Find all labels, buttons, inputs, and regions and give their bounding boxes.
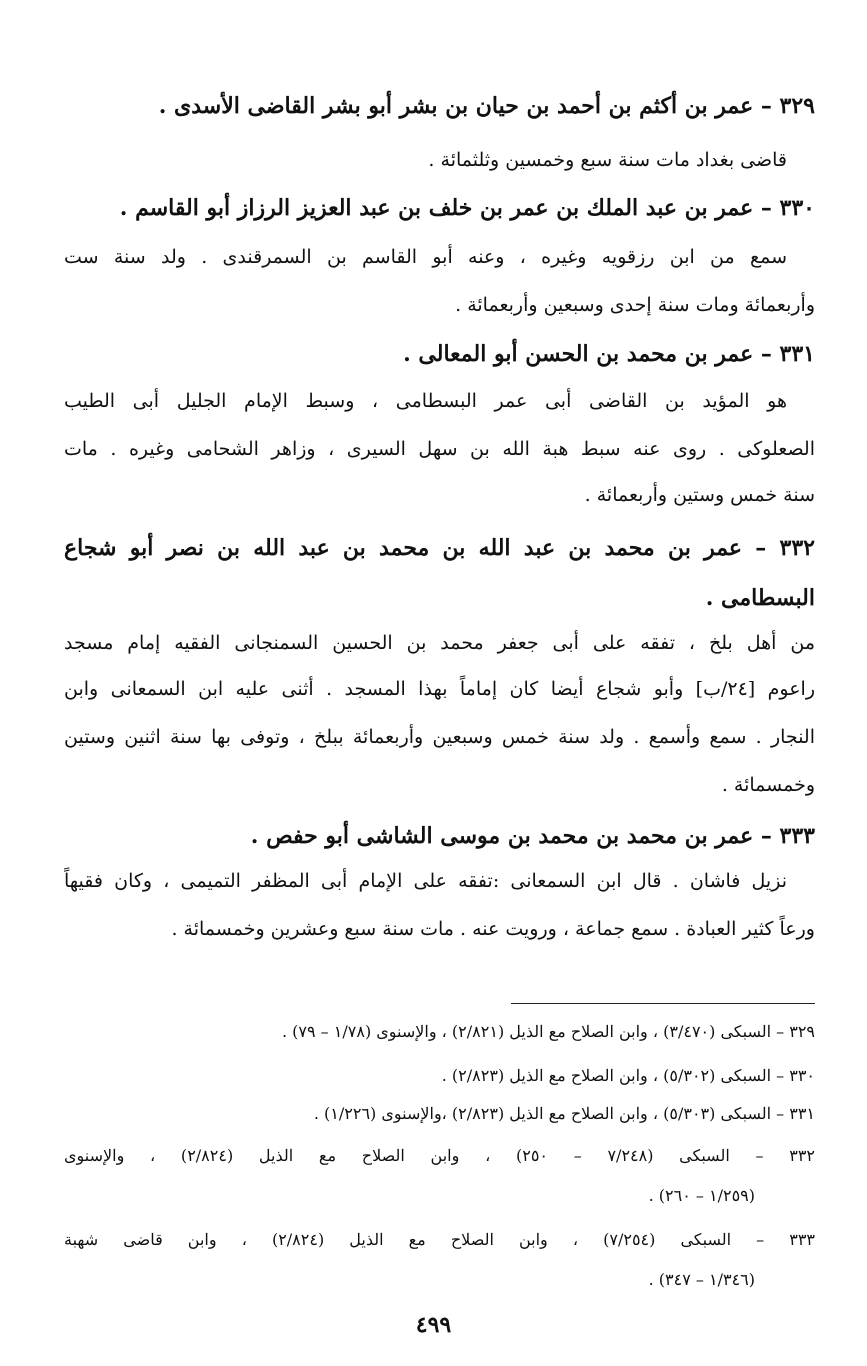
entry-331-body-line-3: سنة خمس وستين وأربعمائة . — [584, 484, 815, 506]
footnote-separator — [511, 1003, 815, 1004]
entry-333-heading: ٣٣٣ – عمر بن محمد بن محمد بن موسى الشاشى أبو حفص . — [250, 823, 815, 849]
entry-329-body-line-1: قاضى بغداد مات سنة سبع وخمسين وثلثمائة . — [428, 149, 787, 171]
footnote-330: ٣٣٠ – السبكى (٥/٣٠٢) ، وابن الصلاح مع الذيل (٢/٨٢٣) . — [441, 1066, 815, 1085]
footnote-331: ٣٣١ – السبكى (٥/٣٠٣) ، وابن الصلاح مع الذيل (٢/٨٢٣) ،والإسنوى (١/٢٢٦) . — [313, 1104, 815, 1123]
entry-332-heading-line-1: ٣٣٢ – عمر بن محمد بن عبد الله بن محمد بن عبد الله بن نصر أبو شجاع — [64, 535, 815, 561]
entry-333-body-line-1: نزيل فاشان . قال ابن السمعانى :تفقه على الإمام أبى المظفر التميمى ، وكان فقيهاً — [64, 870, 787, 892]
entry-332-body-line-4: وخمسمائة . — [721, 774, 815, 796]
entry-330-body-line-2: وأربعمائة ومات سنة إحدى وسبعين وأربعمائة . — [455, 294, 815, 316]
entry-329-heading: ٣٢٩ – عمر بن أكثم بن أحمد بن حيان بن بشر أبو بشر القاضى الأسدى . — [158, 93, 815, 119]
entry-330-heading: ٣٣٠ – عمر بن عبد الملك بن عمر بن خلف بن عبد العزيز الرزاز أبو القاسم . — [119, 195, 815, 221]
entry-330-body-line-1: سمع من ابن رزقويه وغيره ، وعنه أبو القاسم بن السمرقندى . ولد سنة ست — [64, 246, 787, 268]
page-number: ٤٩٩ — [415, 1312, 452, 1338]
entry-332-body-line-2: راعوم [٢٤/ب] وأبو شجاع أيضا كان إماماً بهذا المسجد . أثنى عليه ابن السمعانى وابن — [64, 678, 815, 700]
entry-331-heading: ٣٣١ – عمر بن محمد بن الحسن أبو المعالى . — [403, 341, 815, 367]
entry-332-body-line-3: النجار . سمع وأسمع . ولد سنة خمس وسبعين وأربعمائة ببلخ ، وتوفى بها سنة اثنين وستين — [64, 726, 815, 748]
entry-332-heading-line-2: البسطامى . — [705, 585, 815, 611]
footnote-329: ٣٢٩ – السبكى (٣/٤٧٠) ، وابن الصلاح مع الذيل (٢/٨٢١) ، والإسنوى (١/٧٨ – ٧٩) . — [281, 1022, 815, 1041]
entry-333-body-line-2: ورعاً كثير العبادة . سمع جماعة ، ورويت عنه . مات سنة سبع وعشرين وخمسمائة . — [171, 918, 815, 940]
entry-331-body-line-1: هو المؤيد بن القاضى أبى عمر البسطامى ، وسبط الإمام الجليل أبى الطيب — [64, 390, 787, 412]
footnote-333-line-2: (١/٣٤٦ – ٣٤٧) . — [648, 1270, 755, 1289]
footnote-333-line-1: ٣٣٣ – السبكى (٧/٢٥٤) ، وابن الصلاح مع الذيل (٢/٨٢٤) ، وابن قاضى شهبة — [64, 1230, 815, 1249]
entry-332-body-line-1: من أهل بلخ ، تفقه على أبى جعفر محمد بن الحسين السمنجانى الفقيه إمام مسجد — [64, 632, 815, 654]
entry-331-body-line-2: الصعلوكى . روى عنه سبط هبة الله بن سهل السيرى ، وزاهر الشحامى وغيره . مات — [64, 438, 815, 460]
footnote-332-line-1: ٣٣٢ – السبكى (٧/٢٤٨ – ٢٥٠) ، وابن الصلاح مع الذيل (٢/٨٢٤) ، والإسنوى — [64, 1146, 815, 1165]
footnote-332-line-2: (١/٢٥٩ – ٢٦٠) . — [648, 1186, 755, 1205]
